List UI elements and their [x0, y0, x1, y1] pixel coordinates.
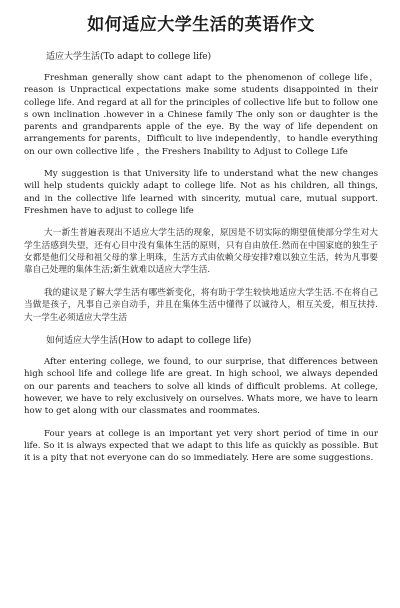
paragraph-zh-2: 我的建议是了解大学生活有哪些新变化，将有助于学生较快地适应大学生活.不在将自己当做是孩子，凡事自己亲自动手，并且在集体生活中懂得了以诚待人，相互关爱，相互扶持.大一学生必须适应大学生活	[24, 287, 378, 323]
section-heading-how-to-adapt: 如何适应大学生活(How to adapt to college life)	[46, 336, 252, 347]
section-heading-adapt: 适应大学生活(To adapt to college life)	[46, 52, 212, 62]
paragraph-en-2: My suggestion is that University life to understand what the new changes will help students quickly adapt to college life. Not as his children, all things, and in the collective life learned with sincerity, mutual care, mutual support. Freshmen have to adjust to college life	[24, 169, 378, 216]
paragraph-en-3: After entering college, we found, to our surprise, that differences between high school life and college life are great. In high school, we always depended on our parents and teachers to solve all kinds of difficult problems. At college, however, we have to rely exclusively on ourselves. Whats more, we have to learn how to get along with our classmates and roommates.	[24, 357, 378, 417]
document-title: 如何适应大学生活的英语作文	[87, 15, 315, 35]
paragraph-en-1: Freshman generally show cant adapt to the phenomenon of college life，reason is Unpractical expectations make some students disappointed in their college life. And regard at all for the principles of collective life but to follow one s own inclination .however in a Chinese family The only son or daughter is the parents and grandparents apple of the eye. By the way of life dependent on arrangements for parents，Difficult to live independently，to handle everything on our own collective life ，the Freshers Inability to Adjust to College Life	[24, 73, 378, 157]
paragraph-zh-1: 大一新生普遍表现出不适应大学生活的现象，原因是不切实际的期望值使部分学生对大学生活感到失望，还有心目中没有集体生活的原则，只有自由放任.然而在中国家庭的独生子女都是他们父母和祖父母的掌上明珠，生活方式由依赖父母安排?难以独立生活，转为凡事要靠自己处理的集体生活;新生就难以适应大学生活.	[24, 228, 378, 276]
paragraph-en-4: Four years at college is an important yet very short period of time in our life. So it is always expected that we adapt to this life as quickly as possible. But it is a pity that not everyone can do so immediately. Here are some suggestions.	[24, 428, 378, 464]
